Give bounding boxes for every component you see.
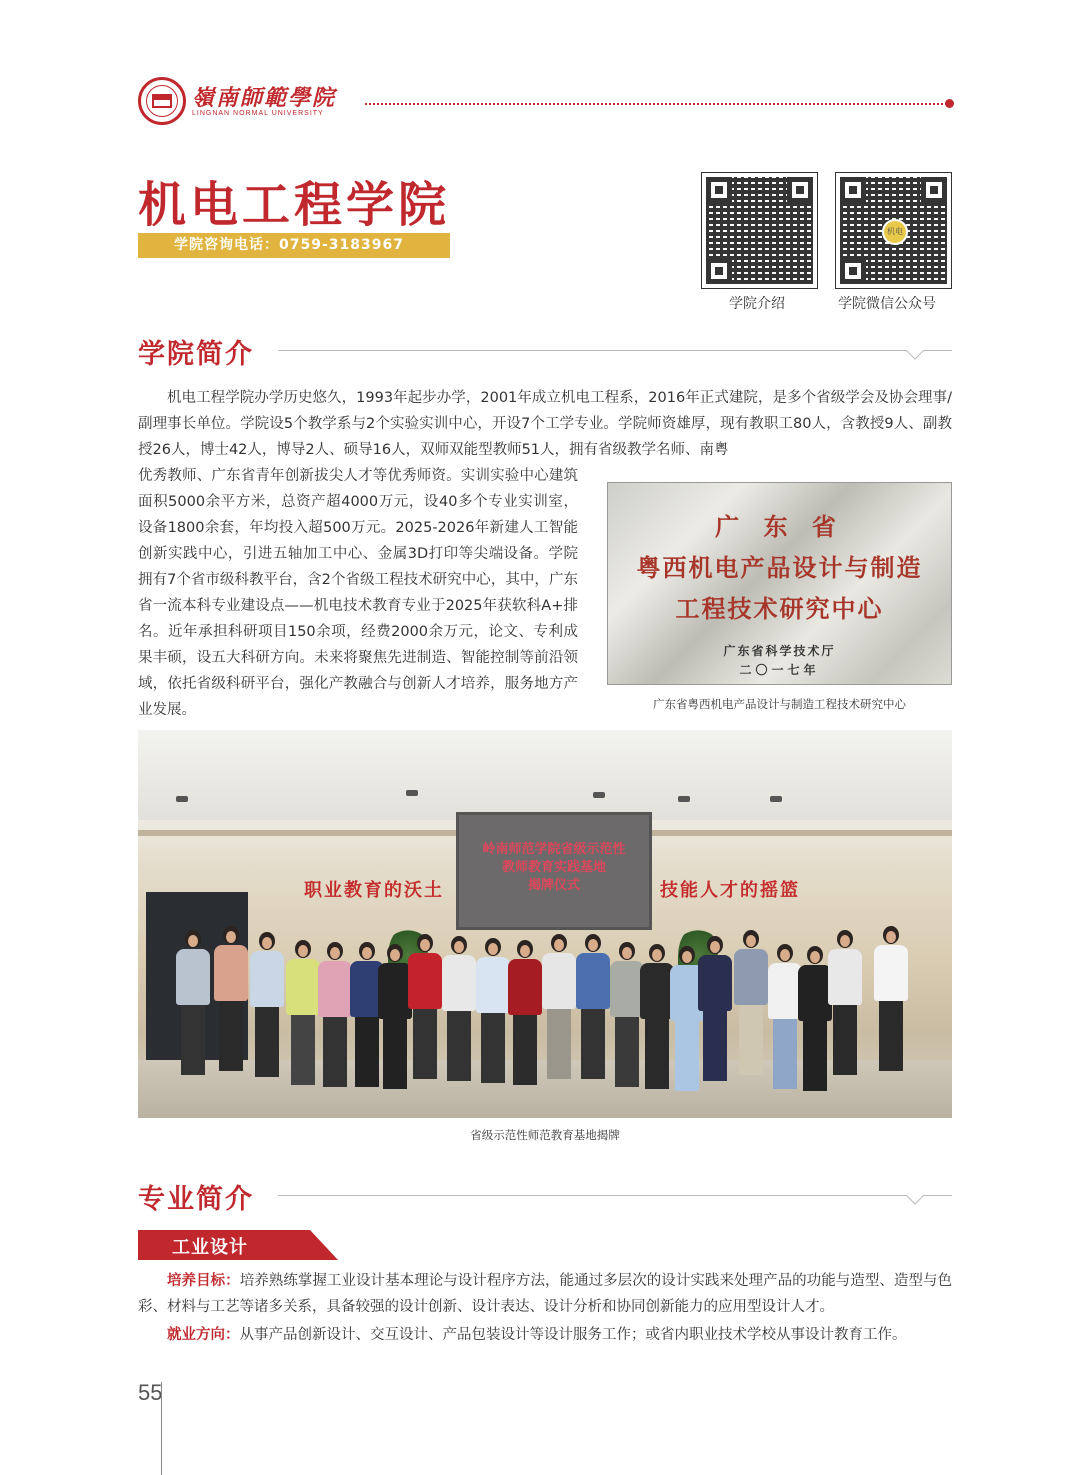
intro-paragraph-left: 优秀教师、广东省青年创新拔尖人才等优秀师资。实训实验中心建筑面积5000余平方米，总资产超4000万元，设40多个专业实训室，设备1800余套，年均投入超500万元。2025-2026年新建人工智能创新实践中心，引进五轴加工中心、金属3D打印等尖端设备。学院拥有7个省市级科教平台，含2个省级工程技术研究中心，其中，广东省一流本科专业建设点——机电技术教育专业于2025年获软科A+排名。近年承担科研项目150余项，经费2000余万元，论文、专利成果丰硕，设五大科研方向。未来将聚焦先进制造、智能控制等前沿领域，依托省级科研平台，强化产教融合与创新人才培养，服务地方产业发展。: [138, 468, 578, 718]
qr-center-badge: 机电: [882, 219, 908, 245]
led-screen: [456, 812, 652, 930]
university-seal-icon: [138, 77, 186, 125]
page-number: 55: [138, 1380, 163, 1405]
wall-slogan-right: 技能人才的摇篮: [660, 880, 800, 901]
research-center-plaque-image: [607, 482, 952, 685]
screen-line-1: 岭南师范学院省级示范性: [482, 842, 626, 857]
logo-chinese-name: 嶺南師範學院: [192, 84, 337, 111]
career-label: 就业方向：: [167, 1327, 240, 1343]
major-tag-industrial-design: [138, 1230, 338, 1260]
plaque-line-3: 工程技术研究中心: [675, 595, 884, 623]
qr-caption-wechat: 学院微信公众号: [838, 296, 936, 312]
page-title: 机电工程学院: [138, 177, 451, 233]
footer-vertical-rule: [161, 1382, 162, 1475]
screen-line-3: 揭牌仪式: [527, 878, 580, 893]
goal-text: 培养熟练掌握工业设计基本理论与设计程序方法，能通过多层次的设计实践来处理产品的功能与造型、造型与色彩、材料与工艺等诸多关系，具备较强的设计创新、设计表达、设计分析和协同创新能力的应用型设计人才。: [138, 1273, 953, 1315]
group-photo-image: [138, 730, 952, 1118]
university-logo: [138, 76, 338, 126]
section-divider-intro: [278, 350, 952, 351]
major-name: 工业设计: [172, 1237, 248, 1258]
goal-label: 培养目标：: [167, 1273, 240, 1289]
major-goal-paragraph: [138, 1268, 952, 1320]
header-divider-dot: [945, 99, 954, 108]
wall-slogan-left: 职业教育的沃土: [304, 880, 444, 901]
qr-caption-intro: 学院介绍: [729, 296, 785, 312]
plaque-line-4: 广东省科学技术厅: [723, 644, 836, 658]
plaque-line-1: 广 东 省: [715, 513, 844, 541]
photo-ceiling: [138, 730, 952, 820]
chevron-down-icon: [906, 350, 924, 360]
group-photo-caption: 省级示范性师范教育基地揭牌: [470, 1128, 620, 1142]
section-heading-majors: 专业简介: [138, 1184, 254, 1215]
plaque-line-2: 粤西机电产品设计与制造: [636, 554, 923, 582]
plaque-line-5: 二〇一七年: [739, 663, 820, 677]
chevron-down-icon: [906, 1195, 924, 1205]
contact-phone-bar: 学院咨询电话：0759-3183967: [138, 233, 450, 258]
section-divider-majors: [278, 1195, 952, 1196]
major-career-paragraph: [138, 1322, 952, 1348]
wechat-account-qr-code[interactable]: [835, 172, 952, 289]
college-intro-qr-code[interactable]: [701, 172, 818, 289]
plaque-caption: 广东省粤西机电产品设计与制造工程技术研究中心: [653, 697, 906, 711]
section-heading-intro: 学院简介: [138, 339, 254, 370]
intro-paragraph-full: 机电工程学院办学历史悠久，1993年起步办学，2001年成立机电工程系，2016年正式建院，是多个省级学会及协会理事/副理事长单位。学院设5个教学系与2个实验实训中心，开设7个工学专业。学院师资雄厚，现有教职工80人，含教授9人、副教授26人，博士42人，博导2人、硕导16人，双师双能型教师51人，拥有省级教学名师、南粤: [138, 390, 952, 458]
career-text: 从事产品创新设计、交互设计、产品包装设计等设计服务工作；或省内职业技术学校从事设计教育工作。: [239, 1327, 907, 1343]
screen-line-2: 教师教育实践基地: [501, 860, 606, 875]
logo-english-name: LINGNAN NORMAL UNIVERSITY: [192, 109, 324, 117]
header-dotted-divider: [365, 103, 947, 105]
